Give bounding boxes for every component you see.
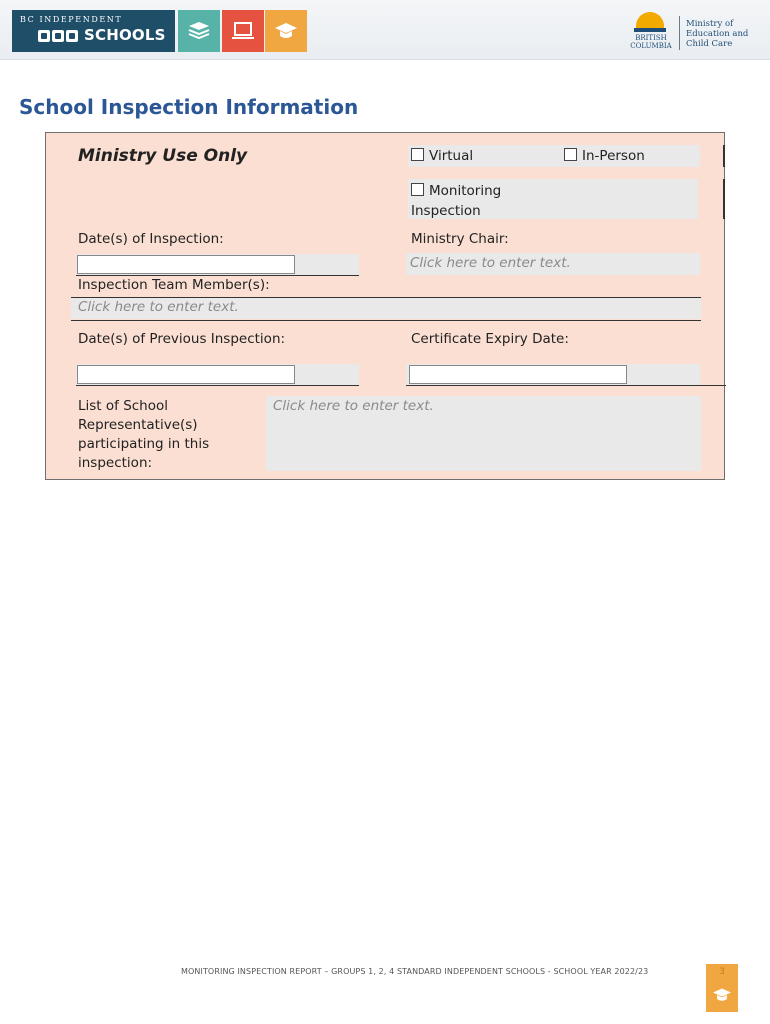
laptop-icon: [222, 10, 264, 52]
field-underline: [406, 385, 726, 386]
ministry-name: [686, 19, 766, 49]
field-underline: [71, 297, 701, 298]
bc-logo-text-1: BRITISH: [635, 34, 667, 42]
ministry-use-form: [45, 132, 725, 480]
graduation-cap-icon: [265, 10, 307, 52]
monitoring-checkbox[interactable]: [411, 183, 424, 196]
representatives-label-4: inspection:: [78, 455, 153, 471]
page-title: School Inspection Information: [19, 95, 359, 119]
field-underline: [76, 385, 359, 386]
ministry-line-1: Ministry of: [686, 19, 734, 29]
ministry-line-3: Child Care: [686, 39, 733, 49]
in-person-label: In-Person: [582, 148, 645, 164]
monitoring-option[interactable]: [411, 181, 501, 221]
dates-of-inspection-input[interactable]: [77, 255, 295, 274]
ministry-use-only-heading: Ministry Use Only: [78, 146, 248, 166]
graduation-cap-icon: [712, 986, 732, 1004]
cell-border: [723, 145, 725, 167]
bc-logo-text-2: COLUMBIA: [630, 42, 672, 50]
monitoring-label-1: Monitoring: [429, 183, 502, 199]
previous-inspection-input[interactable]: [77, 365, 295, 384]
cell-border: [723, 179, 725, 219]
sun-icon: [636, 12, 664, 28]
representatives-label-2: Representative(s): [78, 417, 198, 433]
in-person-checkbox[interactable]: [564, 148, 577, 161]
monitoring-label-2: Inspection: [411, 203, 481, 219]
header-divider: [679, 16, 680, 50]
bc-independent-schools-logo: [12, 10, 175, 52]
page-badge: [706, 964, 738, 1012]
footer-text: MONITORING INSPECTION REPORT – GROUPS 1, 2, 4 STANDARD INDEPENDENT SCHOOLS - SCHOOL YEAR 2022/23: [181, 967, 649, 976]
representatives-label-3: participating in this: [78, 436, 210, 452]
team-members-placeholder: Click here to enter text.: [78, 299, 239, 315]
team-members-label: Inspection Team Member(s):: [78, 277, 270, 293]
certificate-expiry-input[interactable]: [409, 365, 627, 384]
virtual-label: Virtual: [429, 148, 474, 164]
brand-top-text: BC INDEPENDENT: [20, 15, 123, 24]
brand-icon-strip: [38, 30, 78, 42]
ministry-chair-label: Ministry Chair:: [411, 231, 509, 247]
in-person-option[interactable]: [564, 148, 645, 164]
ministry-line-2: Education and: [686, 29, 749, 39]
virtual-checkbox[interactable]: [411, 148, 424, 161]
representatives-placeholder: Click here to enter text.: [273, 398, 434, 414]
field-underline: [76, 275, 359, 276]
british-columbia-logo: [628, 12, 674, 52]
field-underline: [71, 320, 701, 321]
page-header: [0, 0, 770, 60]
representatives-label-1: List of School: [78, 398, 169, 414]
page-number: 3: [719, 967, 725, 977]
certificate-expiry-label: Certificate Expiry Date:: [411, 331, 569, 347]
virtual-option[interactable]: [411, 148, 473, 164]
brand-main-text: SCHOOLS: [84, 26, 166, 44]
ministry-chair-placeholder: Click here to enter text.: [410, 255, 571, 271]
dates-of-inspection-label: Date(s) of Inspection:: [78, 231, 224, 247]
previous-inspection-label: Date(s) of Previous Inspection:: [78, 331, 286, 347]
wave-icon: [634, 28, 666, 32]
representatives-label: [78, 397, 209, 473]
books-icon: [178, 10, 220, 52]
